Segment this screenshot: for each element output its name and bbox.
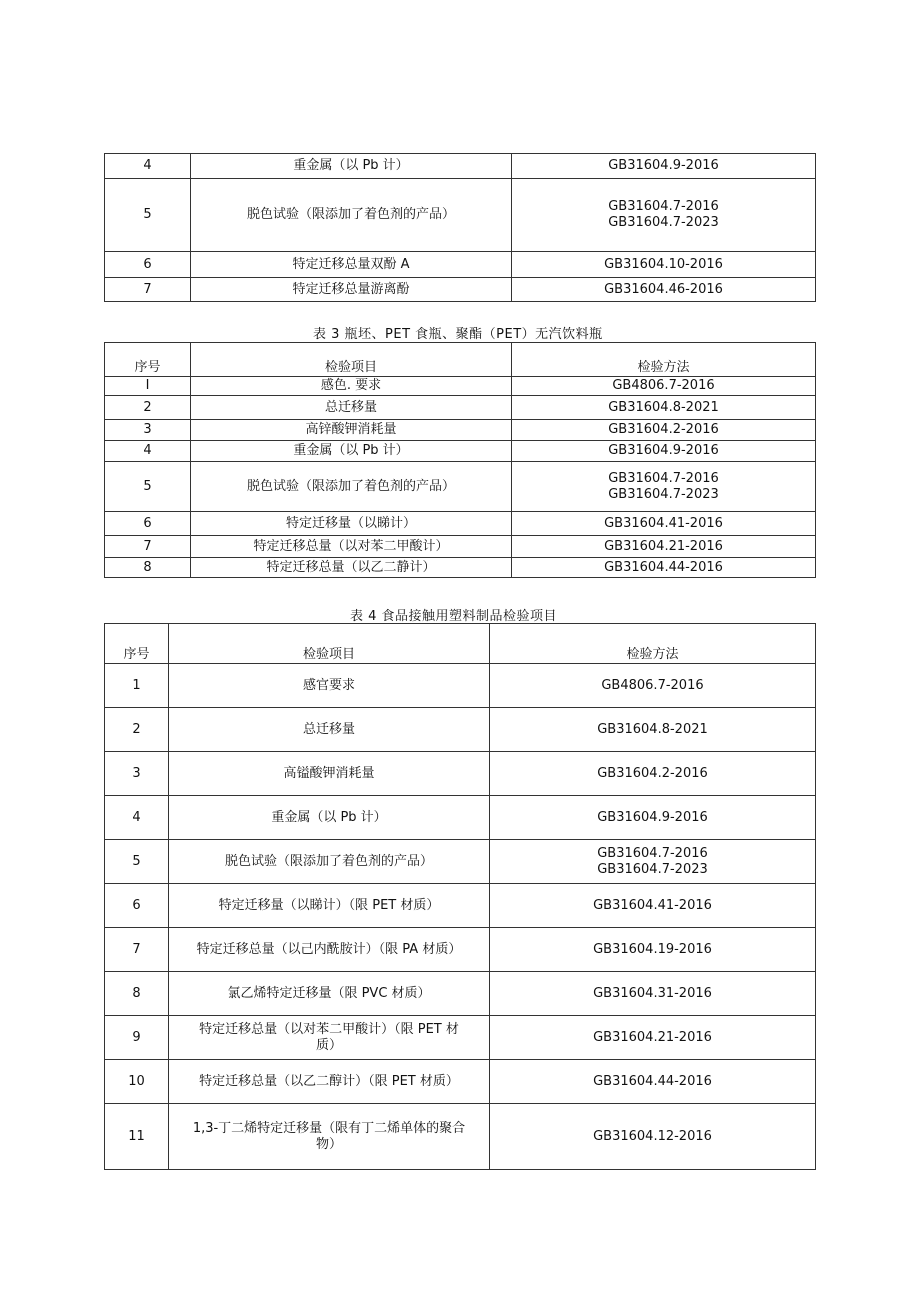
row-number: I: [105, 377, 191, 396]
table-3: [104, 342, 816, 578]
test-item: 氯乙烯特定迁移量（限 PVC 材质）: [169, 972, 490, 1016]
test-method: GB31604.41-2016: [512, 512, 816, 536]
test-item: 重金属（以 Pb 计）: [169, 796, 490, 840]
row-number: 7: [105, 536, 191, 558]
row-number: 6: [105, 884, 169, 928]
test-method: GB31604.31-2016: [490, 972, 816, 1016]
table-row: [105, 536, 816, 558]
row-number: 11: [105, 1104, 169, 1170]
test-method: GB31604.7-2016 GB31604.7-2023: [512, 179, 816, 252]
table-row: [105, 928, 816, 972]
table-row: [105, 972, 816, 1016]
test-item: 特定迁移总量（以乙二醇计）（限 PET 材质）: [169, 1060, 490, 1104]
test-item: 高镒酸钾消耗量: [169, 752, 490, 796]
header-method: 检验方法: [490, 624, 816, 664]
row-number: 7: [105, 278, 191, 302]
table-row: [105, 396, 816, 420]
table-row: [105, 664, 816, 708]
table-row: [105, 154, 816, 179]
row-number: 5: [105, 179, 191, 252]
test-method: GB31604.10-2016: [512, 252, 816, 278]
row-number: 4: [105, 796, 169, 840]
test-item: 重金属（以 Pb 计）: [191, 154, 512, 179]
test-method: GB31604.12-2016: [490, 1104, 816, 1170]
row-number: 9: [105, 1016, 169, 1060]
test-item: 总迁移量: [191, 396, 512, 420]
test-item: 总迁移量: [169, 708, 490, 752]
table-row: [105, 278, 816, 302]
header-number: 序号: [105, 343, 191, 377]
table-4: [104, 623, 816, 1170]
test-item: 特定迁移量（以睇计）: [191, 512, 512, 536]
row-number: 3: [105, 752, 169, 796]
table-row: [105, 179, 816, 252]
header-number: 序号: [105, 624, 169, 664]
table-row: [105, 1104, 816, 1170]
test-method: GB31604.7-2016 GB31604.7-2023: [490, 840, 816, 884]
test-item: 脱色试验（限添加了着色剂的产品）: [191, 462, 512, 512]
table-3-caption: 表 3 瓶坯、PET 食瓶、聚酯（PET）无汽饮料瓶: [313, 327, 603, 342]
test-item: 特定迁移总量（以对苯二甲酸计）: [191, 536, 512, 558]
row-number: 5: [105, 840, 169, 884]
table-row: [105, 796, 816, 840]
test-method: GB31604.44-2016: [490, 1060, 816, 1104]
table-row: [105, 1016, 816, 1060]
table-row: [105, 884, 816, 928]
test-method: GB31604.8-2021: [512, 396, 816, 420]
table-row: [105, 420, 816, 441]
test-method: GB4806.7-2016: [512, 377, 816, 396]
table-2-continued: [104, 153, 816, 302]
test-method: GB31604.41-2016: [490, 884, 816, 928]
test-item: 脱色试验（限添加了着色剂的产品）: [191, 179, 512, 252]
table-row: [105, 377, 816, 396]
test-method: GB31604.21-2016: [490, 1016, 816, 1060]
test-item: 1,3-丁二烯特定迁移量（限有丁二烯单体的聚合 物）: [169, 1104, 490, 1170]
table-row: [105, 752, 816, 796]
table-header-row: [105, 343, 816, 377]
test-item: 特定迁移总量（以己内酰胺计）（限 PA 材质）: [169, 928, 490, 972]
test-method: GB31604.8-2021: [490, 708, 816, 752]
test-item: 特定迁移总量游离酚: [191, 278, 512, 302]
test-method: GB31604.9-2016: [512, 154, 816, 179]
test-method: GB4806.7-2016: [490, 664, 816, 708]
test-method: GB31604.7-2016 GB31604.7-2023: [512, 462, 816, 512]
table-4-caption: 表 4 食品接触用塑料制品检验项目: [350, 609, 558, 624]
row-number: 6: [105, 252, 191, 278]
row-number: 1: [105, 664, 169, 708]
table-row: [105, 512, 816, 536]
test-item: 特定迁移总量双酚 A: [191, 252, 512, 278]
row-number: 7: [105, 928, 169, 972]
test-item: 感官要求: [169, 664, 490, 708]
test-method: GB31604.2-2016: [512, 420, 816, 441]
row-number: 8: [105, 558, 191, 578]
test-item: 高锌酸钾消耗量: [191, 420, 512, 441]
header-item: 检验项目: [191, 343, 512, 377]
test-method: GB31604.21-2016: [512, 536, 816, 558]
test-item: 脱色试验（限添加了着色剂的产品）: [169, 840, 490, 884]
row-number: 8: [105, 972, 169, 1016]
test-method: GB31604.9-2016: [490, 796, 816, 840]
table-row: [105, 1060, 816, 1104]
test-method: GB31604.44-2016: [512, 558, 816, 578]
header-method: 检验方法: [512, 343, 816, 377]
table-row: [105, 708, 816, 752]
table-row: [105, 840, 816, 884]
test-method: GB31604.19-2016: [490, 928, 816, 972]
row-number: 4: [105, 154, 191, 179]
table-header-row: [105, 624, 816, 664]
test-method: GB31604.9-2016: [512, 441, 816, 462]
row-number: 5: [105, 462, 191, 512]
row-number: 6: [105, 512, 191, 536]
test-item: 特定迁移量（以睇计）（限 PET 材质）: [169, 884, 490, 928]
table-row: [105, 462, 816, 512]
test-item: 特定迁移总量（以乙二静计）: [191, 558, 512, 578]
row-number: 2: [105, 708, 169, 752]
test-method: GB31604.2-2016: [490, 752, 816, 796]
test-item: 特定迁移总量（以对苯二甲酸计）（限 PET 材 质）: [169, 1016, 490, 1060]
test-method: GB31604.46-2016: [512, 278, 816, 302]
row-number: 2: [105, 396, 191, 420]
row-number: 4: [105, 441, 191, 462]
row-number: 3: [105, 420, 191, 441]
test-item: 重金属（以 Pb 计）: [191, 441, 512, 462]
table-row: [105, 441, 816, 462]
header-item: 检验项目: [169, 624, 490, 664]
table-row: [105, 558, 816, 578]
row-number: 10: [105, 1060, 169, 1104]
table-row: [105, 252, 816, 278]
test-item: 感色. 要求: [191, 377, 512, 396]
